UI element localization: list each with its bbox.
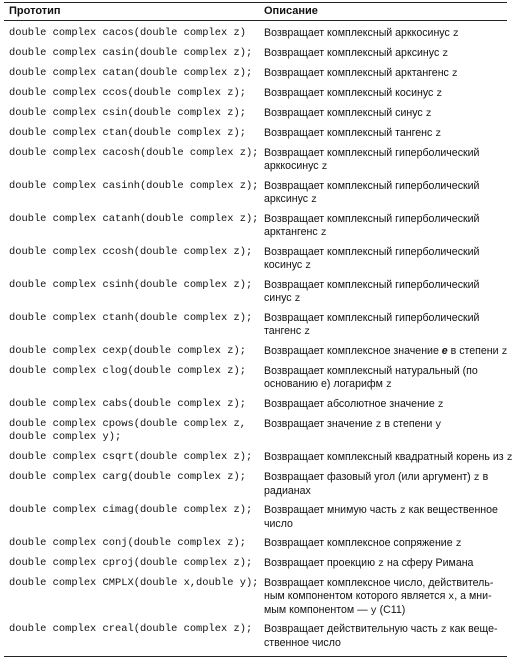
description-cell (264, 147, 507, 174)
description-text: Возвращает комплексный гиперболический (264, 213, 480, 225)
description-text: арктангенс (264, 226, 321, 238)
code-variable: z (440, 625, 447, 636)
description-text: Возвращает комплексный косинус (264, 87, 437, 99)
description-text: , а мни- (454, 590, 492, 602)
description-cell (264, 87, 507, 101)
description-cell (264, 246, 507, 273)
prototype-cell (9, 27, 264, 40)
description-cell (264, 451, 513, 465)
code-variable: z (437, 400, 444, 411)
description-text: Возвращает действительную часть (264, 623, 441, 635)
prototype-cell (9, 279, 264, 292)
description-text: Возвращает мнимую часть (264, 504, 400, 516)
prototype-line: double complex casin(double complex z); (9, 47, 253, 59)
prototype-line: double complex cproj(double complex z); (9, 557, 253, 569)
description-cell (264, 67, 507, 81)
prototype-cell (9, 127, 264, 140)
description-cell (264, 279, 507, 306)
code-variable: z (506, 453, 513, 464)
description-text: как веще- (446, 623, 498, 635)
prototype-line: double complex cacosh(double complex z); (9, 147, 259, 159)
description-cell (264, 398, 507, 412)
description-text: на сферу Римана (384, 557, 474, 569)
description-text: е (441, 345, 448, 357)
prototype-line: double complex catan(double complex z); (9, 67, 253, 79)
description-cell (264, 127, 507, 141)
code-variable: z (425, 109, 432, 120)
description-text: в степени (447, 345, 502, 357)
description-text: арксинус (264, 193, 312, 205)
code-variable: z (442, 49, 449, 60)
code-variable: z (321, 162, 328, 173)
prototype-cell (9, 623, 264, 636)
description-text: Возвращает комплексный натуральный (по (264, 365, 478, 377)
prototype-cell (9, 577, 264, 590)
description-text: Возвращает комплексный гиперболический (264, 147, 480, 159)
description-text: как вещественное (405, 504, 498, 516)
prototype-line: double complex creal(double complex z); (9, 623, 253, 635)
description-text: тангенс (264, 325, 305, 337)
prototype-cell (9, 246, 264, 259)
prototype-line: double complex ccosh(double complex z); (9, 246, 253, 258)
prototype-cell (9, 312, 264, 325)
code-variable: z (375, 420, 382, 431)
code-variable: z (399, 506, 406, 517)
prototype-cell (9, 398, 264, 411)
prototype-cell (9, 47, 264, 60)
code-variable: y (435, 420, 442, 431)
prototype-cell (9, 418, 264, 444)
code-variable: z (436, 89, 443, 100)
code-variable: y (370, 606, 377, 617)
code-variable: z (455, 539, 462, 550)
description-cell (264, 471, 507, 498)
prototype-cell (9, 87, 264, 100)
description-cell (264, 27, 507, 41)
code-variable: x (448, 592, 455, 603)
description-cell (264, 180, 507, 207)
prototype-cell (9, 345, 264, 358)
prototype-cell (9, 504, 264, 517)
prototype-line: double complex conj(double complex z); (9, 537, 246, 549)
description-cell (264, 557, 507, 571)
prototype-line: double complex cpows(double complex z, (9, 418, 246, 430)
code-variable: z (385, 380, 392, 391)
description-cell (264, 345, 507, 359)
description-text: ственное число (264, 637, 341, 649)
prototype-line: double complex ccos(double complex z); (9, 87, 246, 99)
prototype-cell (9, 471, 264, 484)
prototype-line: double complex carg(double complex z); (9, 471, 246, 483)
code-variable: z (452, 29, 459, 40)
prototype-cell (9, 180, 264, 193)
description-text: в степени (381, 418, 436, 430)
prototype-line: double complex clog(double complex z); (9, 365, 246, 377)
description-text: (C11) (376, 604, 406, 616)
description-text: Возвращает комплексный арктангенс (264, 67, 452, 79)
description-cell (264, 107, 507, 121)
description-text: Возвращает абсолютное значение (264, 398, 438, 410)
prototype-cell (9, 365, 264, 378)
description-text: арккосинус (264, 160, 322, 172)
code-variable: z (305, 261, 312, 272)
prototype-cell (9, 557, 264, 570)
prototype-line: double complex cimag(double complex z); (9, 504, 253, 516)
description-cell (264, 365, 507, 392)
description-text: Возвращает комплексный гиперболический (264, 312, 480, 324)
description-text: Возвращает комплексный гиперболический (264, 180, 480, 192)
description-text: Возвращает комплексное сопряжение (264, 537, 456, 549)
table-top-rule (4, 2, 507, 3)
prototype-line: double complex csinh(double complex z); (9, 279, 253, 291)
description-cell (264, 312, 507, 339)
header-rule (4, 20, 507, 21)
prototype-line: double complex y); (9, 431, 122, 443)
description-text: Возвращает комплексное значение (264, 345, 442, 357)
header-prototype: Прототип (9, 5, 61, 17)
description-cell (264, 623, 507, 650)
prototype-cell (9, 67, 264, 80)
description-text: Возвращает комплексный гиперболический (264, 279, 480, 291)
description-text: Возвращает комплексное число, действитель- (264, 577, 494, 589)
description-text: основанию е) логарифм (264, 378, 386, 390)
description-text: ным компонентом которого является (264, 590, 449, 602)
description-text: Возвращает комплексный синус (264, 107, 426, 119)
description-text: Возвращает комплексный тангенс (264, 127, 436, 139)
prototype-cell (9, 213, 264, 226)
code-variable: z (501, 347, 508, 358)
header-description: Описание (264, 5, 318, 17)
code-variable: z (304, 327, 311, 338)
code-variable: z (320, 228, 327, 239)
prototype-line: double complex catanh(double complex z); (9, 213, 259, 225)
code-variable: z (377, 559, 384, 570)
prototype-line: double complex ctanh(double complex z); (9, 312, 253, 324)
description-text: косинус (264, 259, 306, 271)
description-cell (264, 504, 507, 531)
prototype-line: double complex cabs(double complex z); (9, 398, 246, 410)
code-variable: z (435, 129, 442, 140)
code-variable: z (294, 294, 301, 305)
prototype-cell (9, 107, 264, 120)
description-cell (264, 47, 507, 61)
prototype-line: double complex csin(double complex z); (9, 107, 246, 119)
description-cell (264, 418, 507, 432)
description-cell (264, 537, 507, 551)
description-text: в (479, 471, 489, 483)
code-variable: z (473, 473, 480, 484)
description-text: мым компонентом — (264, 604, 371, 616)
prototype-line: double complex casinh(double complex z); (9, 180, 259, 192)
code-variable: z (311, 195, 318, 206)
description-text: Возвращает комплексный гиперболический (264, 246, 480, 258)
description-text: Возвращает значение (264, 418, 376, 430)
prototype-line: double complex CMPLX(double x,double y); (9, 577, 259, 589)
description-text: радианах (264, 485, 311, 497)
code-variable: z (451, 69, 458, 80)
description-text: Возвращает комплексный арксинус (264, 47, 443, 59)
description-text: синус (264, 292, 295, 304)
description-text: Возвращает фазовый угол (или аргумент) (264, 471, 474, 483)
description-text: число (264, 518, 293, 530)
prototype-cell (9, 537, 264, 550)
description-cell (264, 577, 507, 618)
prototype-cell (9, 147, 264, 160)
table-bottom-rule (4, 656, 507, 657)
prototype-line: double complex cacos(double complex z) (9, 27, 246, 39)
description-text: Возвращает комплексный квадратный корень из (264, 451, 507, 463)
description-text: Возвращает комплексный арккосинус (264, 27, 453, 39)
description-cell (264, 213, 507, 240)
description-text: Возвращает проекцию (264, 557, 378, 569)
prototype-line: double complex cexp(double complex z); (9, 345, 246, 357)
prototype-line: double complex ctan(double complex z); (9, 127, 246, 139)
prototype-cell (9, 451, 264, 464)
prototype-line: double complex csqrt(double complex z); (9, 451, 253, 463)
